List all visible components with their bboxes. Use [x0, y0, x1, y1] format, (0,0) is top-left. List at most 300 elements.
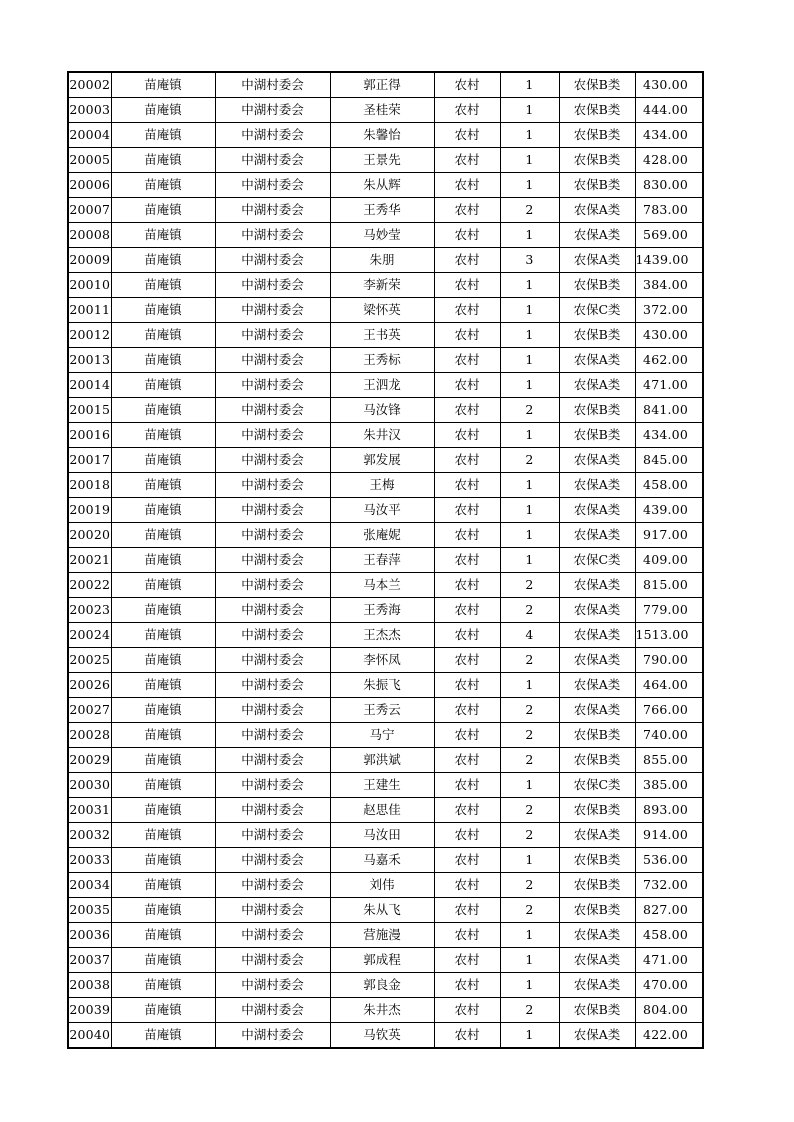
cell-household-type: 农村: [434, 848, 500, 873]
cell-id: 20017: [68, 448, 111, 473]
cell-household-type: 农村: [434, 748, 500, 773]
cell-household-type: 农村: [434, 648, 500, 673]
table-row: [68, 123, 703, 148]
cell-category: 农保A类: [559, 948, 635, 973]
table-row: [68, 773, 703, 798]
cell-committee: 中湖村委会: [215, 72, 330, 98]
cell-household-type: 农村: [434, 448, 500, 473]
cell-household-type: 农村: [434, 573, 500, 598]
cell-name: 郭成程: [330, 948, 434, 973]
cell-household-type: 农村: [434, 548, 500, 573]
cell-town: 苗庵镇: [111, 673, 215, 698]
cell-town: 苗庵镇: [111, 873, 215, 898]
cell-amount: 1439.00: [635, 248, 703, 273]
cell-person-count: 2: [500, 723, 559, 748]
cell-town: 苗庵镇: [111, 398, 215, 423]
cell-id: 20012: [68, 323, 111, 348]
cell-town: 苗庵镇: [111, 1023, 215, 1049]
cell-town: 苗庵镇: [111, 373, 215, 398]
cell-household-type: 农村: [434, 1023, 500, 1049]
cell-id: 20031: [68, 798, 111, 823]
cell-committee: 中湖村委会: [215, 448, 330, 473]
cell-person-count: 2: [500, 798, 559, 823]
roster-table-body: [68, 72, 703, 1048]
cell-committee: 中湖村委会: [215, 223, 330, 248]
cell-person-count: 2: [500, 698, 559, 723]
cell-category: 农保A类: [559, 473, 635, 498]
cell-id: 20022: [68, 573, 111, 598]
cell-amount: 783.00: [635, 198, 703, 223]
cell-household-type: 农村: [434, 698, 500, 723]
cell-amount: 428.00: [635, 148, 703, 173]
cell-town: 苗庵镇: [111, 273, 215, 298]
cell-person-count: 1: [500, 948, 559, 973]
cell-category: 农保B类: [559, 748, 635, 773]
cell-category: 农保B类: [559, 123, 635, 148]
cell-name: 王秀华: [330, 198, 434, 223]
cell-town: 苗庵镇: [111, 173, 215, 198]
cell-id: 20025: [68, 648, 111, 673]
cell-household-type: 农村: [434, 398, 500, 423]
cell-amount: 827.00: [635, 898, 703, 923]
cell-category: 农保A类: [559, 923, 635, 948]
table-row: [68, 373, 703, 398]
cell-name: 王秀标: [330, 348, 434, 373]
cell-category: 农保A类: [559, 573, 635, 598]
cell-person-count: 3: [500, 248, 559, 273]
cell-committee: 中湖村委会: [215, 698, 330, 723]
cell-town: 苗庵镇: [111, 948, 215, 973]
cell-town: 苗庵镇: [111, 198, 215, 223]
table-row: [68, 398, 703, 423]
cell-category: 农保A类: [559, 973, 635, 998]
cell-name: 王泗龙: [330, 373, 434, 398]
cell-town: 苗庵镇: [111, 523, 215, 548]
cell-household-type: 农村: [434, 173, 500, 198]
cell-person-count: 1: [500, 373, 559, 398]
cell-name: 郭洪斌: [330, 748, 434, 773]
cell-household-type: 农村: [434, 423, 500, 448]
cell-category: 农保A类: [559, 598, 635, 623]
cell-committee: 中湖村委会: [215, 473, 330, 498]
cell-category: 农保B类: [559, 423, 635, 448]
table-row: [68, 573, 703, 598]
cell-name: 圣桂荣: [330, 98, 434, 123]
cell-name: 马钦英: [330, 1023, 434, 1049]
cell-id: 20018: [68, 473, 111, 498]
cell-category: 农保B类: [559, 98, 635, 123]
cell-person-count: 2: [500, 448, 559, 473]
table-row: [68, 973, 703, 998]
cell-id: 20007: [68, 198, 111, 223]
cell-person-count: 1: [500, 973, 559, 998]
cell-name: 梁怀英: [330, 298, 434, 323]
cell-person-count: 1: [500, 148, 559, 173]
cell-person-count: 2: [500, 898, 559, 923]
cell-household-type: 农村: [434, 948, 500, 973]
cell-category: 农保B类: [559, 72, 635, 98]
cell-id: 20013: [68, 348, 111, 373]
cell-committee: 中湖村委会: [215, 798, 330, 823]
cell-amount: 434.00: [635, 423, 703, 448]
cell-committee: 中湖村委会: [215, 348, 330, 373]
cell-committee: 中湖村委会: [215, 598, 330, 623]
cell-committee: 中湖村委会: [215, 498, 330, 523]
cell-category: 农保C类: [559, 548, 635, 573]
cell-category: 农保A类: [559, 223, 635, 248]
cell-amount: 893.00: [635, 798, 703, 823]
cell-amount: 841.00: [635, 398, 703, 423]
cell-id: 20023: [68, 598, 111, 623]
cell-person-count: 1: [500, 473, 559, 498]
cell-name: 李怀凤: [330, 648, 434, 673]
table-row: [68, 248, 703, 273]
cell-id: 20010: [68, 273, 111, 298]
cell-committee: 中湖村委会: [215, 1023, 330, 1049]
cell-name: 王春萍: [330, 548, 434, 573]
cell-household-type: 农村: [434, 223, 500, 248]
cell-category: 农保A类: [559, 698, 635, 723]
cell-household-type: 农村: [434, 72, 500, 98]
cell-household-type: 农村: [434, 473, 500, 498]
cell-name: 马嘉禾: [330, 848, 434, 873]
cell-person-count: 1: [500, 423, 559, 448]
cell-committee: 中湖村委会: [215, 648, 330, 673]
cell-name: 马汝田: [330, 823, 434, 848]
cell-amount: 569.00: [635, 223, 703, 248]
cell-committee: 中湖村委会: [215, 123, 330, 148]
cell-person-count: 4: [500, 623, 559, 648]
cell-person-count: 2: [500, 398, 559, 423]
cell-town: 苗庵镇: [111, 298, 215, 323]
cell-town: 苗庵镇: [111, 573, 215, 598]
cell-amount: 740.00: [635, 723, 703, 748]
cell-town: 苗庵镇: [111, 898, 215, 923]
table-row: [68, 998, 703, 1023]
cell-committee: 中湖村委会: [215, 673, 330, 698]
cell-category: 农保A类: [559, 448, 635, 473]
cell-id: 20035: [68, 898, 111, 923]
cell-category: 农保A类: [559, 248, 635, 273]
cell-committee: 中湖村委会: [215, 373, 330, 398]
table-row: [68, 623, 703, 648]
cell-name: 营施漫: [330, 923, 434, 948]
cell-town: 苗庵镇: [111, 773, 215, 798]
cell-category: 农保A类: [559, 623, 635, 648]
cell-id: 20030: [68, 773, 111, 798]
cell-town: 苗庵镇: [111, 848, 215, 873]
cell-town: 苗庵镇: [111, 323, 215, 348]
cell-id: 20016: [68, 423, 111, 448]
table-row: [68, 723, 703, 748]
cell-town: 苗庵镇: [111, 823, 215, 848]
cell-amount: 434.00: [635, 123, 703, 148]
table-row: [68, 423, 703, 448]
cell-name: 马汝锋: [330, 398, 434, 423]
cell-category: 农保B类: [559, 873, 635, 898]
cell-person-count: 1: [500, 223, 559, 248]
cell-id: 20026: [68, 673, 111, 698]
cell-committee: 中湖村委会: [215, 573, 330, 598]
table-row: [68, 523, 703, 548]
cell-id: 20014: [68, 373, 111, 398]
cell-amount: 458.00: [635, 473, 703, 498]
cell-amount: 845.00: [635, 448, 703, 473]
cell-amount: 422.00: [635, 1023, 703, 1049]
cell-household-type: 农村: [434, 673, 500, 698]
cell-committee: 中湖村委会: [215, 173, 330, 198]
cell-category: 农保B类: [559, 998, 635, 1023]
cell-id: 20039: [68, 998, 111, 1023]
cell-person-count: 1: [500, 498, 559, 523]
cell-name: 王杰杰: [330, 623, 434, 648]
cell-name: 郭正得: [330, 72, 434, 98]
cell-id: 20038: [68, 973, 111, 998]
cell-person-count: 1: [500, 173, 559, 198]
cell-name: 王梅: [330, 473, 434, 498]
cell-household-type: 农村: [434, 323, 500, 348]
cell-person-count: 1: [500, 773, 559, 798]
table-row: [68, 498, 703, 523]
cell-name: 朱朋: [330, 248, 434, 273]
cell-name: 王书英: [330, 323, 434, 348]
cell-town: 苗庵镇: [111, 648, 215, 673]
cell-town: 苗庵镇: [111, 223, 215, 248]
cell-committee: 中湖村委会: [215, 423, 330, 448]
cell-category: 农保A类: [559, 823, 635, 848]
cell-category: 农保A类: [559, 348, 635, 373]
cell-amount: 766.00: [635, 698, 703, 723]
cell-name: 朱井汉: [330, 423, 434, 448]
cell-person-count: 2: [500, 648, 559, 673]
cell-committee: 中湖村委会: [215, 748, 330, 773]
cell-category: 农保B类: [559, 273, 635, 298]
cell-household-type: 农村: [434, 998, 500, 1023]
cell-household-type: 农村: [434, 598, 500, 623]
table-row: [68, 298, 703, 323]
cell-household-type: 农村: [434, 298, 500, 323]
cell-name: 赵思佳: [330, 798, 434, 823]
cell-amount: 384.00: [635, 273, 703, 298]
cell-category: 农保A类: [559, 673, 635, 698]
table-row: [68, 473, 703, 498]
table-row: [68, 198, 703, 223]
cell-person-count: 1: [500, 848, 559, 873]
cell-household-type: 农村: [434, 198, 500, 223]
cell-amount: 458.00: [635, 923, 703, 948]
table-row: [68, 98, 703, 123]
cell-amount: 430.00: [635, 72, 703, 98]
table-row: [68, 798, 703, 823]
cell-id: 20004: [68, 123, 111, 148]
cell-person-count: 1: [500, 123, 559, 148]
cell-town: 苗庵镇: [111, 123, 215, 148]
cell-category: 农保B类: [559, 148, 635, 173]
cell-name: 刘伟: [330, 873, 434, 898]
cell-town: 苗庵镇: [111, 973, 215, 998]
cell-name: 马宁: [330, 723, 434, 748]
cell-category: 农保B类: [559, 848, 635, 873]
cell-category: 农保B类: [559, 798, 635, 823]
table-row: [68, 448, 703, 473]
table-row: [68, 323, 703, 348]
cell-category: 农保B类: [559, 898, 635, 923]
cell-category: 农保A类: [559, 198, 635, 223]
cell-person-count: 1: [500, 348, 559, 373]
cell-id: 20029: [68, 748, 111, 773]
cell-name: 朱馨怡: [330, 123, 434, 148]
table-row: [68, 748, 703, 773]
cell-person-count: 1: [500, 673, 559, 698]
table-row: [68, 923, 703, 948]
cell-amount: 917.00: [635, 523, 703, 548]
cell-amount: 462.00: [635, 348, 703, 373]
cell-committee: 中湖村委会: [215, 273, 330, 298]
cell-town: 苗庵镇: [111, 348, 215, 373]
cell-id: 20021: [68, 548, 111, 573]
cell-amount: 372.00: [635, 298, 703, 323]
cell-household-type: 农村: [434, 798, 500, 823]
cell-committee: 中湖村委会: [215, 623, 330, 648]
table-row: [68, 698, 703, 723]
cell-person-count: 1: [500, 72, 559, 98]
cell-id: 20024: [68, 623, 111, 648]
cell-town: 苗庵镇: [111, 698, 215, 723]
cell-amount: 815.00: [635, 573, 703, 598]
cell-name: 王景先: [330, 148, 434, 173]
cell-id: 20034: [68, 873, 111, 898]
cell-person-count: 2: [500, 598, 559, 623]
cell-category: 农保B类: [559, 323, 635, 348]
cell-person-count: 2: [500, 823, 559, 848]
cell-name: 马本兰: [330, 573, 434, 598]
cell-town: 苗庵镇: [111, 498, 215, 523]
cell-amount: 470.00: [635, 973, 703, 998]
cell-committee: 中湖村委会: [215, 848, 330, 873]
cell-name: 王秀云: [330, 698, 434, 723]
cell-person-count: 1: [500, 298, 559, 323]
cell-committee: 中湖村委会: [215, 923, 330, 948]
cell-amount: 464.00: [635, 673, 703, 698]
cell-town: 苗庵镇: [111, 923, 215, 948]
cell-person-count: 1: [500, 273, 559, 298]
table-row: [68, 898, 703, 923]
cell-name: 郭发展: [330, 448, 434, 473]
cell-town: 苗庵镇: [111, 798, 215, 823]
cell-town: 苗庵镇: [111, 748, 215, 773]
cell-person-count: 2: [500, 198, 559, 223]
cell-committee: 中湖村委会: [215, 298, 330, 323]
cell-amount: 804.00: [635, 998, 703, 1023]
cell-committee: 中湖村委会: [215, 973, 330, 998]
cell-category: 农保A类: [559, 523, 635, 548]
table-row: [68, 548, 703, 573]
cell-id: 20036: [68, 923, 111, 948]
cell-amount: 471.00: [635, 948, 703, 973]
cell-amount: 385.00: [635, 773, 703, 798]
table-row: [68, 173, 703, 198]
cell-town: 苗庵镇: [111, 548, 215, 573]
cell-committee: 中湖村委会: [215, 773, 330, 798]
cell-household-type: 农村: [434, 273, 500, 298]
cell-name: 王建生: [330, 773, 434, 798]
table-row: [68, 673, 703, 698]
cell-category: 农保A类: [559, 373, 635, 398]
cell-town: 苗庵镇: [111, 423, 215, 448]
cell-name: 朱从辉: [330, 173, 434, 198]
cell-id: 20033: [68, 848, 111, 873]
table-row: [68, 223, 703, 248]
cell-committee: 中湖村委会: [215, 548, 330, 573]
cell-town: 苗庵镇: [111, 72, 215, 98]
cell-category: 农保C类: [559, 298, 635, 323]
cell-id: 20020: [68, 523, 111, 548]
cell-household-type: 农村: [434, 923, 500, 948]
cell-household-type: 农村: [434, 373, 500, 398]
cell-committee: 中湖村委会: [215, 148, 330, 173]
cell-committee: 中湖村委会: [215, 198, 330, 223]
cell-town: 苗庵镇: [111, 998, 215, 1023]
table-row: [68, 72, 703, 98]
cell-id: 20032: [68, 823, 111, 848]
cell-id: 20040: [68, 1023, 111, 1049]
cell-name: 朱井杰: [330, 998, 434, 1023]
cell-town: 苗庵镇: [111, 98, 215, 123]
table-row: [68, 948, 703, 973]
cell-household-type: 农村: [434, 973, 500, 998]
cell-household-type: 农村: [434, 823, 500, 848]
table-row: [68, 598, 703, 623]
cell-person-count: 1: [500, 923, 559, 948]
cell-committee: 中湖村委会: [215, 898, 330, 923]
cell-amount: 471.00: [635, 373, 703, 398]
cell-id: 20003: [68, 98, 111, 123]
cell-town: 苗庵镇: [111, 248, 215, 273]
cell-amount: 409.00: [635, 548, 703, 573]
table-row: [68, 823, 703, 848]
cell-name: 王秀海: [330, 598, 434, 623]
cell-committee: 中湖村委会: [215, 723, 330, 748]
cell-id: 20002: [68, 72, 111, 98]
cell-amount: 536.00: [635, 848, 703, 873]
cell-household-type: 农村: [434, 98, 500, 123]
cell-id: 20028: [68, 723, 111, 748]
cell-committee: 中湖村委会: [215, 323, 330, 348]
cell-category: 农保A类: [559, 1023, 635, 1049]
cell-committee: 中湖村委会: [215, 398, 330, 423]
cell-name: 张庵妮: [330, 523, 434, 548]
cell-household-type: 农村: [434, 348, 500, 373]
cell-id: 20008: [68, 223, 111, 248]
cell-amount: 430.00: [635, 323, 703, 348]
cell-name: 郭良金: [330, 973, 434, 998]
cell-id: 20009: [68, 248, 111, 273]
cell-amount: 1513.00: [635, 623, 703, 648]
cell-category: 农保B类: [559, 173, 635, 198]
cell-household-type: 农村: [434, 873, 500, 898]
table-row: [68, 273, 703, 298]
cell-amount: 830.00: [635, 173, 703, 198]
cell-name: 朱振飞: [330, 673, 434, 698]
cell-id: 20006: [68, 173, 111, 198]
cell-person-count: 2: [500, 873, 559, 898]
cell-amount: 914.00: [635, 823, 703, 848]
cell-amount: 779.00: [635, 598, 703, 623]
cell-town: 苗庵镇: [111, 473, 215, 498]
table-row: [68, 648, 703, 673]
cell-town: 苗庵镇: [111, 623, 215, 648]
cell-amount: 732.00: [635, 873, 703, 898]
